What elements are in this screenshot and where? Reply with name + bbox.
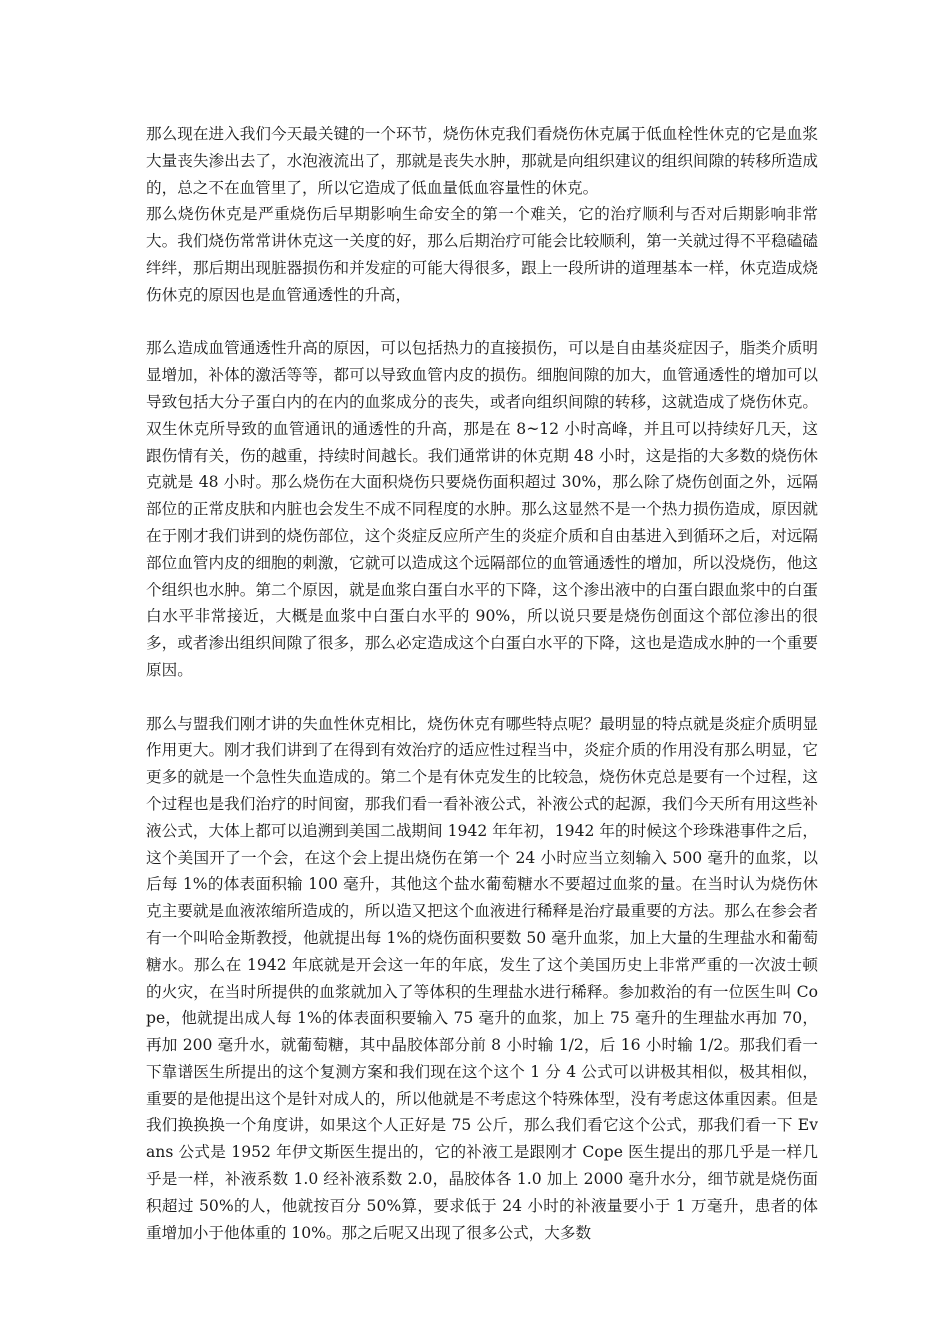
paragraph-hypovolemic-shock-intro: 那么现在进入我们今天最关键的一个环节，烧伤休克我们看烧伤休克属于低血栓性休克的它是血浆大量丧失渗出去了，水泡液流出了，那就是丧失水肿，那就是向组织建议的组织间隙的转移所造成的，总之不在血管里了，所以它造成了低血量低血容量性的休克。: [146, 125, 818, 197]
paragraph-shock-first-hurdle: 那么烧伤休克是严重烧伤后早期影响生命安全的第一个难关，它的治疗顺利与否对后期影响非常大。我们烧伤常常讲休克这一关度的好，那么后期治疗可能会比较顺利，第一关就过得不平稳磕磕绊绊，那后期出现脏器损伤和并发症的可能大得很多，跟上一段所讲的道理基本一样，休克造成烧伤休克的原因也是血管通透性的升高，: [146, 205, 818, 304]
document-body: [146, 121, 818, 1246]
paragraph-vascular-permeability-causes: 那么造成血管通透性升高的原因，可以包括热力的直接损伤，可以是自由基炎症因子，脂类介质明显增加，补体的激活等等，都可以导致血管内皮的损伤。细胞间隙的加大，血管通透性的增加可以导致包括大分子蛋白内的在内的血浆成分的丧失，或者向组织间隙的转移，这就造成了烧伤休克。双生休克所导致的血管通讯的通透性的升高，那是在 8~12 小时高峰，并且可以持续好几天，这跟伤情有关，伤的越重，持续时间越长。我们通常讲的休克期 48 小时，这是指的大多数的烧伤休克就是 48 小时。那么烧伤在大面积烧伤只要烧伤面积超过 30%，那么除了烧伤创面之外，远隔部位的正常皮肤和内脏也会发生不成不同程度的水肿。那么这显然不是一个热力损伤造成，原因就在于刚才我们讲到的烧伤部位，这个炎症反应所产生的炎症介质和自由基进入到循环之后，对远隔部位血管内皮的细胞的刺激，它就可以造成这个远隔部位的血管通透性的增加，所以没烧伤，他这个组织也水肿。第二个原因，就是血浆白蛋白水平的下降，这个渗出液中的白蛋白跟血浆中的白蛋白水平非常接近，大概是血浆中白蛋白水平的 90%，所以说只要是烧伤创面这个部位渗出的很多，或者渗出组织间隙了很多，那么必定造成这个白蛋白水平的下降，这也是造成水肿的一个重要原因。: [146, 339, 818, 679]
paragraph-spacer: [146, 309, 818, 336]
paragraph-spacer: [146, 684, 818, 711]
paragraph-burn-shock-features-and-formulas: 那么与盟我们刚才讲的失血性休克相比，烧伤休克有哪些特点呢？最明显的特点就是炎症介质明显作用更大。刚才我们讲到了在得到有效治疗的适应性过程当中，炎症介质的作用没有那么明显，它更多的就是一个急性失血造成的。第二个是有休克发生的比较急，烧伤休克总是要有一个过程，这个过程也是我们治疗的时间窗，那我们看一看补液公式，补液公式的起源，我们今天所有用这些补液公式，大体上都可以追溯到美国二战期间 1942 年年初，1942 年的时候这个珍珠港事件之后，这个美国开了一个会，在这个会上提出烧伤在第一个 24 小时应当立刻输入 500 毫升的血浆，以后每 1%的体表面积输 100 毫升，其他这个盐水葡萄糖水不要超过血浆的量。在当时认为烧伤休克主要就是血液浓缩所造成的，所以造又把这个血液进行稀释是治疗最重要的方法。那么在参会者有一个叫哈金斯教授，他就提出每 1%的烧伤面积要数 50 毫升血浆，加上大量的生理盐水和葡萄糖水。那么在 1942 年底就是开会这一年的年底，发生了这个美国历史上非常严重的一次波士顿的火灾，在当时所提供的血浆就加入了等体积的生理盐水进行稀释。参加救治的有一位医生叫 Cope，他就提出成人每 1%的体表面积要输入 75 毫升的血浆，加上 75 毫升的生理盐水再加 70，再加 200 毫升水，就葡萄糖，其中晶胶体部分前 8 小时输 1/2，后 16 小时输 1/2。那我们看一下靠谱医生所提出的这个复测方案和我们现在这个这个 1 分 4 公式可以讲极其相似，极其相似，重要的是他提出这个是针对成人的，所以他就是不考虑这个特殊体型，没有考虑这体重因素。但是我们换换换一个角度讲，如果这个人正好是 75 公斤，那么我们看它这个公式，那我们看一下 Evans 公式是 1952 年伊文斯医生提出的，它的补液工是跟刚才 Cope 医生提出的那几乎是一样几乎是一样，补液系数 1.0 经补液系数 2.0，晶胶体各 1.0 加上 2000 毫升水分，细节就是烧伤面积超过 50%的人，他就按百分 50%算，要求低于 24 小时的补液量要小于 1 万毫升，患者的体重增加小于他体重的 10%。那之后呢又出现了很多公式，大多数: [146, 714, 818, 1242]
